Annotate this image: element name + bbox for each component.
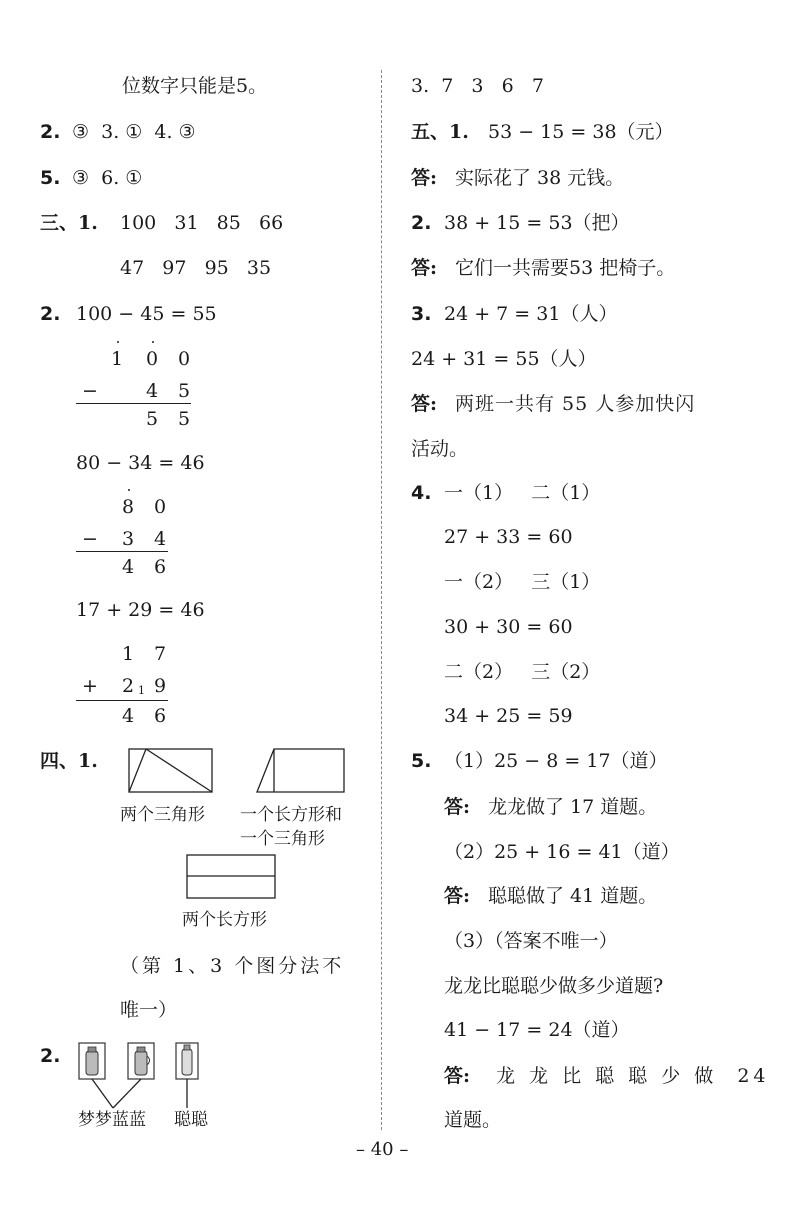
minus-sign: − <box>82 528 98 550</box>
caption-rect-and-triangle-2: 一个三角形 <box>240 829 325 849</box>
minus-sign: − <box>82 380 98 402</box>
equation-2: 80 − 34 = 46 <box>76 452 205 474</box>
name-label-mengmeng-lanlan: 梦梦蓝蓝 <box>78 1110 146 1130</box>
item-number: 2. <box>40 303 61 325</box>
section-three-heading: 三、1. <box>40 212 98 234</box>
digit: 5 <box>177 408 191 430</box>
calc-line <box>76 700 168 701</box>
note-line-1: （第 1、3 个图分法不 <box>120 955 345 977</box>
borrow-dot <box>117 341 119 343</box>
digit: 6 <box>153 705 167 727</box>
digit: 3 <box>121 528 135 550</box>
digit: 5 <box>177 380 191 402</box>
right-equation: （2）25 + 16 = 41（道） <box>444 841 680 863</box>
left-line-1: 位数字只能是5。 <box>122 75 268 97</box>
calc-line <box>76 403 191 404</box>
calc-line <box>76 551 168 552</box>
answer-text: 活动。 <box>411 438 469 460</box>
digit: 4 <box>121 556 135 578</box>
column-divider <box>381 70 382 1130</box>
answer-text: 两班一共有 55 人参加快闪 <box>455 393 696 415</box>
item-number: 2. <box>40 1045 61 1067</box>
digit: 7 <box>153 643 167 665</box>
thermos-icon <box>128 1043 154 1079</box>
digit: 4 <box>145 380 159 402</box>
answer-label: 答: <box>444 885 471 907</box>
digit: 0 <box>145 348 159 370</box>
item-number: 2. <box>40 121 61 143</box>
pairing: 二（2） 三（2） <box>444 661 601 683</box>
item-number: 4. <box>411 482 432 504</box>
right-equation: 24 + 7 = 31（人） <box>444 303 618 325</box>
section-five-heading: 五、1. <box>411 121 469 143</box>
right-line-1: 3. 7 3 6 7 <box>411 75 544 97</box>
digit: 1 <box>121 643 135 665</box>
answer-text: 道题。 <box>444 1109 502 1131</box>
name-label-congcong: 聪聪 <box>174 1110 208 1130</box>
thermos-matching-figure <box>78 1042 210 1112</box>
digit: 1 <box>110 348 124 370</box>
answer-text: 龙 龙 比 聪 聪 少 做 24 <box>496 1065 770 1087</box>
pairing: 一（2） 三（1） <box>444 571 601 593</box>
carry-digit: 1 <box>138 684 145 697</box>
item-number: 3. <box>411 303 432 325</box>
right-equation: 53 − 15 = 38（元） <box>488 121 674 143</box>
digit: 9 <box>153 675 167 697</box>
digit: 6 <box>153 556 167 578</box>
digit: 0 <box>153 496 167 518</box>
caption-rect-and-triangle-1: 一个长方形和 <box>240 805 342 825</box>
thermos-icon <box>176 1043 198 1079</box>
left-line-3: ③ 6. ① <box>72 167 143 189</box>
question-text: 龙龙比聪聪少做多少道题? <box>444 975 664 997</box>
equation-3: 17 + 29 = 46 <box>76 599 205 621</box>
answer-text: 它们一共需要53 把椅子。 <box>455 257 676 279</box>
page-number: – 40 – <box>356 1139 409 1160</box>
parallelogram-figure <box>256 748 346 794</box>
digit: 8 <box>121 496 135 518</box>
item-number: 5. <box>40 167 61 189</box>
answer-label: 答: <box>411 393 438 415</box>
rectangle-split-diagonal-figure <box>128 748 214 794</box>
plus-sign: + <box>82 675 98 697</box>
right-equation: 41 − 17 = 24（道） <box>444 1019 630 1041</box>
answer-text: 聪聪做了 41 道题。 <box>488 885 658 907</box>
digit: 2 <box>121 675 135 697</box>
note-text: （3）（答案不唯一） <box>444 930 618 952</box>
answer-text: 实际花了 38 元钱。 <box>455 167 625 189</box>
section-four-heading: 四、1. <box>40 750 98 772</box>
right-equation: 38 + 15 = 53（把） <box>444 212 630 234</box>
note-line-2: 唯一） <box>120 999 178 1021</box>
answer-label: 答: <box>444 1065 471 1087</box>
right-equation: 27 + 33 = 60 <box>444 526 573 548</box>
borrow-dot <box>152 341 154 343</box>
rectangle-split-horizontal-figure <box>186 854 278 900</box>
left-line-2: ③ 3. ① 4. ③ <box>72 121 196 143</box>
equation-1: 100 − 45 = 55 <box>76 303 217 325</box>
borrow-dot <box>128 489 130 491</box>
answer-label: 答: <box>411 257 438 279</box>
right-equation: 34 + 25 = 59 <box>444 705 573 727</box>
item-number: 5. <box>411 750 432 772</box>
caption-two-rectangles: 两个长方形 <box>182 910 267 930</box>
right-equation: 30 + 30 = 60 <box>444 616 573 638</box>
right-equation: 24 + 31 = 55（人） <box>411 348 597 370</box>
item-number: 2. <box>411 212 432 234</box>
answer-label: 答: <box>411 167 438 189</box>
digit: 0 <box>177 348 191 370</box>
digit: 5 <box>145 408 159 430</box>
left-values-row-2: 47 97 95 35 <box>120 257 272 279</box>
answer-text: 龙龙做了 17 道题。 <box>488 796 658 818</box>
digit: 4 <box>153 528 167 550</box>
pairing: 一（1） 二（1） <box>444 482 601 504</box>
caption-two-triangles: 两个三角形 <box>120 805 205 825</box>
digit: 4 <box>121 705 135 727</box>
answer-label: 答: <box>444 796 471 818</box>
thermos-icon <box>79 1043 105 1079</box>
right-equation: （1）25 − 8 = 17（道） <box>444 750 668 772</box>
left-values-row-1: 100 31 85 66 <box>120 212 284 234</box>
